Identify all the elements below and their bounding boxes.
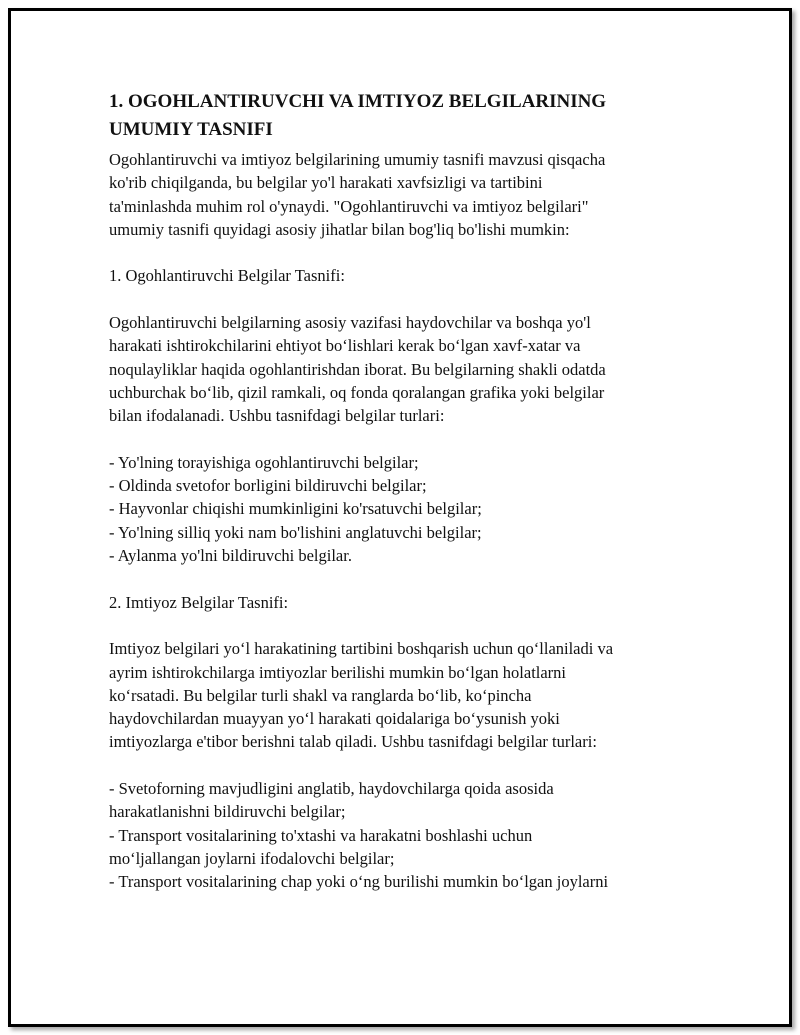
list-item: - Transport vositalarining chap yoki oʻng burilishi mumkin boʻlgan joylarni [109,872,609,892]
text-line: haydovchilardan muayyan yoʻl harakati qoidalariga boʻysunish yoki [109,709,560,729]
intro-paragraph [109,148,689,241]
list-item: - Hayvonlar chiqishi mumkinligini ko'rsatuvchi belgilar; [109,499,482,519]
text-line: koʻrsatadi. Bu belgilar turli shakl va ranglarda boʻlib, koʻpincha [109,685,532,705]
text-line: uchburchak boʻlib, qizil ramkali, oq fonda qoralangan grafika yoki belgilar [109,382,605,402]
section1-paragraph [109,311,689,427]
list-item: - Oldinda svetofor borligini bildiruvchi belgilar; [109,476,427,496]
list-item: - Yo'lning torayishiga ogohlantiruvchi belgilar; [109,452,419,472]
text-line: ta'minlashda muhim rol o'ynaydi. "Ogohlantiruvchi va imtiyoz belgilari" [109,196,589,216]
section2-heading: 2. Imtiyoz Belgilar Tasnifi: [109,592,289,612]
list-item: - Svetoforning mavjudligini anglatib, haydovchilarga qoida asosida [109,779,554,799]
text-line: Imtiyoz belgilari yoʻl harakatining tartibini boshqarish uchun qoʻllaniladi va [109,639,614,659]
text-line: imtiyozlarga e'tibor berishni talab qiladi. Ushbu tasnifdagi belgilar turlari: [109,732,597,752]
document-title [109,88,689,144]
list-item: - Aylanma yo'lni bildiruvchi belgilar. [109,546,352,566]
list-item: harakatlanishni bildiruvchi belgilar; [109,802,346,822]
text-line: ko'rib chiqilganda, bu belgilar yo'l harakati xavfsizligi va tartibini [109,173,543,193]
section1-list [109,451,689,567]
section2-list [109,777,689,893]
text-line: ayrim ishtirokchilarga imtiyozlar berilishi mumkin boʻlgan holatlarni [109,662,567,682]
list-item: moʻljallangan joylarni ifodalovchi belgilar; [109,848,395,868]
list-item: - Transport vositalarining to'xtashi va harakatni boshlashi uchun [109,825,533,845]
document-body [109,88,689,894]
text-line: harakati ishtirokchilarini ehtiyot boʻlishlari kerak boʻlgan xavf-xatar va [109,336,581,356]
title-line: 1. OGOHLANTIRUVCHI VA IMTIYOZ BELGILARINING [109,91,607,112]
text-line: Ogohlantiruvchi belgilarning asosiy vazifasi haydovchilar va boshqa yo'l [109,313,591,333]
text-line: bilan ifodalanadi. Ushbu tasnifdagi belgilar turlari: [109,406,445,426]
text-line: noqulayliklar haqida ogohlantirishdan iborat. Bu belgilarning shakli odatda [109,359,606,379]
text-line: umumiy tasnifi quyidagi asosiy jihatlar bilan bog'liq bo'lishi mumkin: [109,219,570,239]
list-item: - Yo'lning silliq yoki nam bo'lishini anglatuvchi belgilar; [109,522,482,542]
title-line: UMUMIY TASNIFI [109,119,273,140]
section2-paragraph [109,637,689,753]
section1-heading: 1. Ogohlantiruvchi Belgilar Tasnifi: [109,266,345,286]
text-line: Ogohlantiruvchi va imtiyoz belgilarining umumiy tasnifi mavzusi qisqacha [109,150,606,169]
